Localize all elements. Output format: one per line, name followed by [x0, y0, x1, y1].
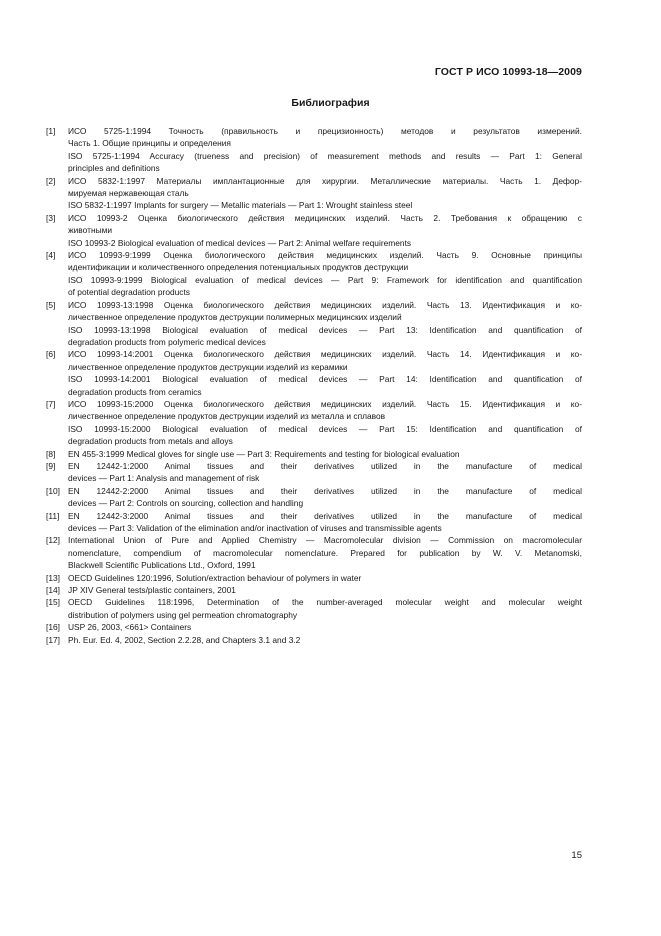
- entry-line: личественное определение продуктов деструкции изделий из металла и сплавов: [68, 411, 386, 422]
- entry-line: degradation products from polymeric medical devices: [68, 336, 266, 347]
- entry-line: degradation products from metals and alloys: [68, 436, 233, 447]
- entry-line: principles and definitions: [68, 163, 160, 174]
- page-title: Библиография: [291, 97, 370, 109]
- bibliography-entry: [46, 212, 582, 249]
- bibliography-entry: [46, 348, 582, 398]
- entry-line: ИСО 5832-1:1997 Материалы имплантационные для хирургии. Металлические материалы. Часть 1. Дефор-: [68, 175, 582, 186]
- entry-line: Blackwell Scientific Publications Ltd., Oxford, 1991: [68, 560, 256, 571]
- page-number: 15: [571, 850, 582, 861]
- entry-number: [14]: [46, 585, 60, 596]
- entry-number: [12]: [46, 535, 60, 546]
- entry-text: [68, 596, 582, 621]
- entry-number: [6]: [46, 349, 56, 360]
- bibliography-entry: [46, 460, 582, 485]
- bibliography-entry: [46, 534, 582, 571]
- entry-number: [7]: [46, 398, 56, 409]
- entry-text: [68, 584, 582, 596]
- entry-line: OECD Guidelines 118:1996, Determination of the number-averaged molecular weight and molecular weight: [68, 597, 582, 608]
- entry-number: [16]: [46, 622, 60, 633]
- entry-line: International Union of Pure and Applied Chemistry — Macromolecular division — Commission on macromolecular: [68, 535, 582, 546]
- bibliography-entry: [46, 485, 582, 510]
- entry-text: [68, 212, 582, 249]
- entry-line: ISO 10993-14:2001 Biological evaluation of medical devices — Part 14: Identification and quantification of: [68, 374, 582, 385]
- entry-text: [68, 621, 582, 633]
- entry-line: ISO 10993-9:1999 Biological evaluation of medical devices — Part 9: Framework for identification and quantification: [68, 274, 582, 285]
- entry-number: [4]: [46, 250, 56, 261]
- entry-number: [2]: [46, 175, 56, 186]
- bibliography-entry: [46, 510, 582, 535]
- bibliography-entry: [46, 175, 582, 212]
- entry-line: JP XIV General tests/plastic containers, 2001: [68, 585, 236, 596]
- entry-line: ISO 10993-15:2000 Biological evaluation of medical devices — Part 15: Identification and quantification of: [68, 423, 582, 434]
- bibliography-entry: [46, 299, 582, 349]
- entry-line: ИСО 10993-14:2001 Оценка биологического действия медицинских изделий. Часть 14. Идентификация и ко-: [68, 349, 582, 360]
- bibliography-entry: [46, 249, 582, 299]
- entry-line: distribution of polymers using gel permeation chromatography: [68, 609, 298, 620]
- entry-text: [68, 175, 582, 212]
- entry-line: USP 26, 2003, <661> Containers: [68, 622, 192, 633]
- entry-text: [68, 348, 582, 398]
- entry-line: ISO 5725-1:1994 Accuracy (trueness and precision) of measurement methods and results — Part 1: General: [68, 150, 582, 161]
- entry-number: [8]: [46, 448, 56, 459]
- entry-number: [3]: [46, 212, 56, 223]
- entry-line: личественное определение продуктов деструкции изделий из керамики: [68, 361, 348, 372]
- document-standard-number: ГОСТ Р ИСО 10993-18—2009: [434, 66, 582, 78]
- entry-text: [68, 398, 582, 448]
- entry-number: [5]: [46, 299, 56, 310]
- entry-line: животными: [68, 225, 113, 236]
- entry-text: [68, 460, 582, 485]
- entry-line: nomenclature, compendium of macromolecular nomenclature. Prepared for publication by W. V. Metanomski,: [68, 547, 582, 558]
- entry-line: ИСО 10993-15:2000 Оценка биологического действия медицинских изделий. Часть 15. Идентификация и ко-: [68, 398, 582, 409]
- entry-number: [13]: [46, 572, 60, 583]
- entry-line: devices — Part 2: Controls on sourcing, collection and handling: [68, 498, 304, 509]
- entry-line: EN 455-3:1999 Medical gloves for single use — Part 3: Requirements and testing for biological evaluation: [68, 448, 460, 459]
- entry-number: [17]: [46, 634, 60, 645]
- entry-line: Ph. Eur. Ed. 4, 2002, Section 2.2.28, and Chapters 3.1 and 3.2: [68, 634, 301, 645]
- bibliography-entry: [46, 398, 582, 448]
- entry-text: [68, 125, 582, 175]
- entry-line: ИСО 10993-13:1998 Оценка биологического действия медицинских изделий. Часть 13. Идентификация и ко-: [68, 299, 582, 310]
- bibliography-entry: [46, 572, 582, 584]
- entry-text: [68, 485, 582, 510]
- entry-line: OECD Guidelines 120:1996, Solution/extraction behaviour of polymers in water: [68, 572, 362, 583]
- entry-text: [68, 249, 582, 299]
- entry-line: EN 12442-1:2000 Animal tissues and their derivatives utilized in the manufacture of medical: [68, 460, 582, 471]
- entry-line: of potential degradation products: [68, 287, 190, 298]
- entry-line: ИСО 10993-9:1999 Оценка биологического действия медицинских изделий. Часть 9. Основные принципы: [68, 250, 582, 261]
- bibliography-entry: [46, 596, 582, 621]
- entry-number: [11]: [46, 510, 60, 521]
- entry-line: ИСО 10993-2 Оценка биологического действия медицинских изделий. Часть 2. Требования к обращению с: [68, 212, 582, 223]
- entry-text: [68, 534, 582, 571]
- entry-line: EN 12442-2:2000 Animal tissues and their derivatives utilized in the manufacture of medical: [68, 485, 582, 496]
- bibliography-list: [46, 125, 582, 646]
- bibliography-entry: [46, 125, 582, 175]
- bibliography-entry: [46, 621, 582, 633]
- entry-line: ISO 5832-1:1997 Implants for surgery — Metallic materials — Part 1: Wrought stainless steel: [68, 200, 413, 211]
- entry-number: [10]: [46, 485, 60, 496]
- bibliography-entry: [46, 448, 582, 460]
- entry-line: идентификации и количественного определения потенциальных продуктов деструкции: [68, 262, 409, 273]
- entry-text: [68, 572, 582, 584]
- entry-line: мируемая нержавеющая сталь: [68, 188, 189, 199]
- entry-text: [68, 510, 582, 535]
- entry-line: degradation products from ceramics: [68, 386, 202, 397]
- entry-line: Часть 1. Общие принципы и определения: [68, 138, 231, 149]
- entry-line: EN 12442-3:2000 Animal tissues and their derivatives utilized in the manufacture of medical: [68, 510, 582, 521]
- entry-number: [15]: [46, 597, 60, 608]
- entry-line: ИСО 5725-1:1994 Точность (правильность и прецизионность) методов и результатов измерений.: [68, 126, 582, 136]
- entry-line: личественное определение продуктов деструкции полимерных медицинских изделий: [68, 312, 402, 323]
- entry-text: [68, 448, 582, 460]
- entry-line: ISO 10993-2 Biological evaluation of medical devices — Part 2: Animal welfare requirements: [68, 237, 412, 248]
- entry-text: [68, 634, 582, 646]
- entry-number: [9]: [46, 460, 56, 471]
- entry-line: devices — Part 3: Validation of the elimination and/or inactivation of viruses and transmissible agents: [68, 523, 442, 533]
- entry-number: [1]: [46, 126, 56, 136]
- entry-text: [68, 299, 582, 349]
- bibliography-entry: [46, 584, 582, 596]
- bibliography-entry: [46, 634, 582, 646]
- entry-line: ISO 10993-13:1998 Biological evaluation of medical devices — Part 13: Identification and quantification of: [68, 324, 582, 335]
- entry-line: devices — Part 1: Analysis and management of risk: [68, 473, 260, 484]
